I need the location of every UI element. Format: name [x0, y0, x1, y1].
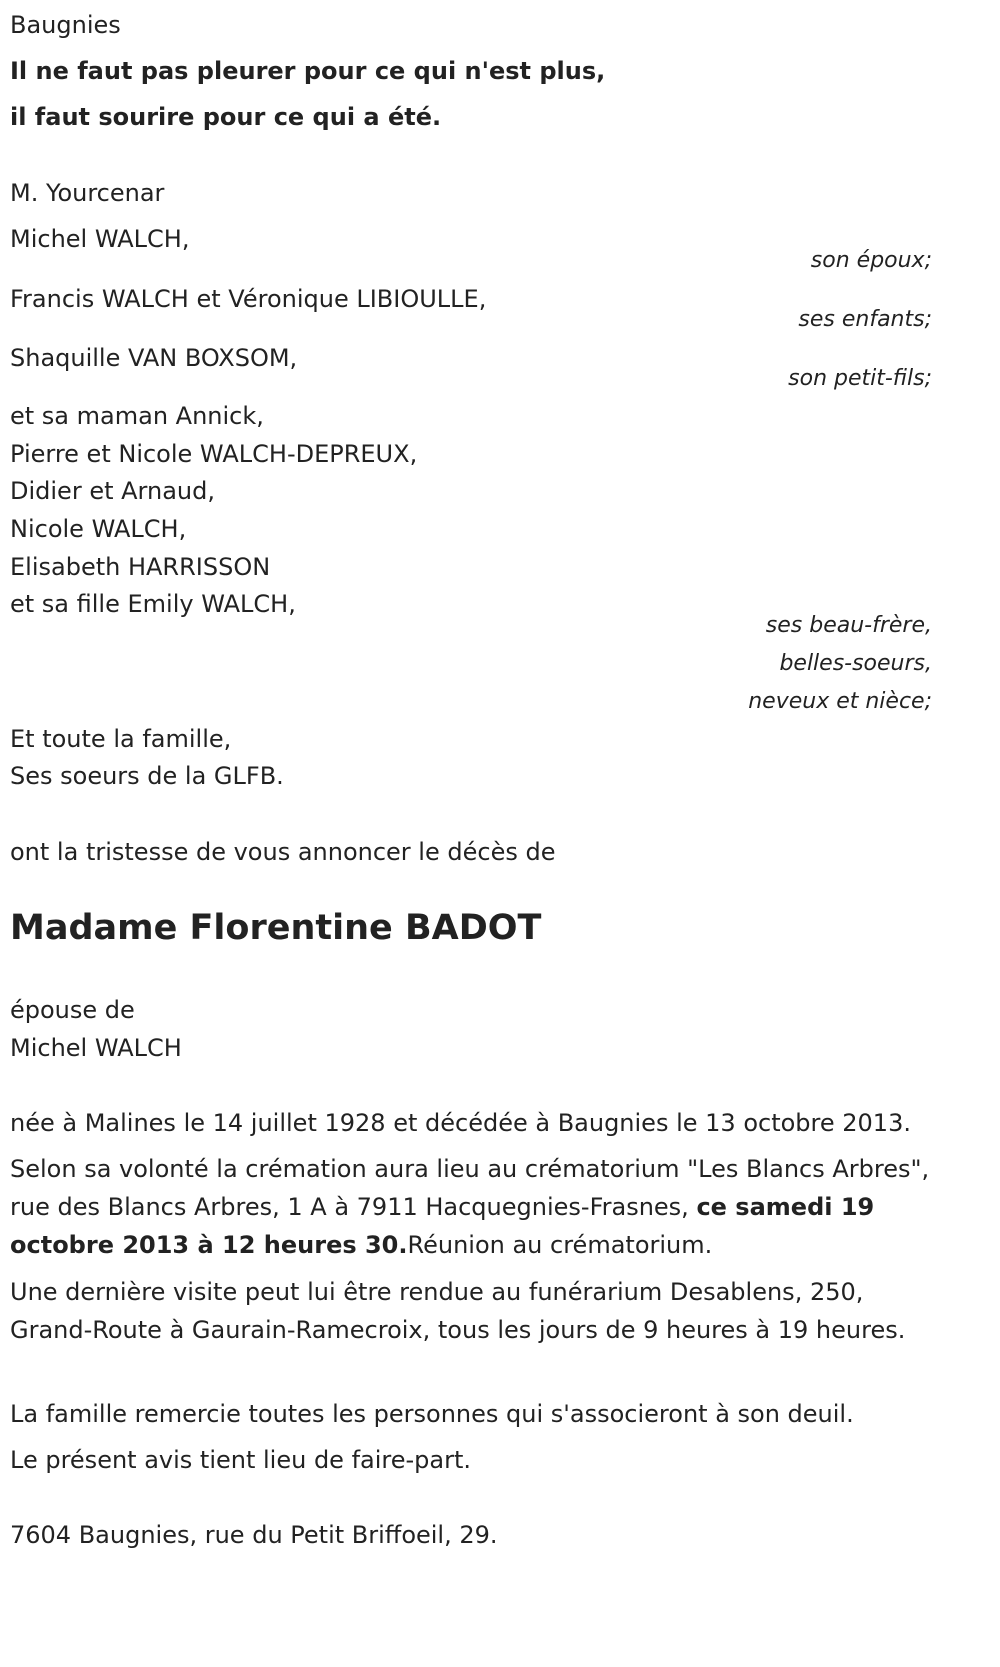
deceased-name: Madame Florentine BADOT: [10, 908, 542, 948]
cremation-text: Selon sa volonté la crémation aura lieu au crématorium "Les Blancs Arbres", rue des Blancs Arbres, 1 A à 7911 Hacquegnies-Frasnes,: [10, 1155, 930, 1221]
announcement-intro: ont la tristesse de vous annoncer le décès de: [10, 838, 556, 866]
notice-text: Le présent avis tient lieu de faire-part.: [10, 1446, 472, 1474]
relatives-role: ses beau-frère,: [765, 613, 932, 638]
relatives-role: belles-soeurs,: [779, 651, 932, 676]
relative-line: Didier et Arnaud,: [10, 477, 215, 505]
relative-line: et sa maman Annick,: [10, 402, 264, 430]
thanks-text: La famille remercie toutes les personnes qui s'associeront à son deuil.: [10, 1400, 854, 1428]
header-place: Baugnies: [10, 11, 121, 39]
quote-author: M. Yourcenar: [10, 179, 165, 207]
relative-line: et sa fille Emily WALCH,: [10, 590, 296, 618]
relative-line: Pierre et Nicole WALCH-DEPREUX,: [10, 440, 418, 468]
quote-line-1: Il ne faut pas pleurer pour ce qui n'est plus,: [10, 57, 606, 85]
children-names: Francis WALCH et Véronique LIBIOULLE,: [10, 285, 487, 313]
visit-paragraph: Une dernière visite peut lui être rendue au funérarium Desablens, 250, Grand-Route à Gaurain-Ramecroix, tous les jours de 9 heures à 19 heures.: [10, 1278, 906, 1344]
spouse-name: Michel WALCH,: [10, 225, 190, 253]
relatives-role: neveux et nièce;: [748, 689, 932, 714]
other-family-line: Ses soeurs de la GLFB.: [10, 762, 284, 790]
address-text: 7604 Baugnies, rue du Petit Briffoeil, 29.: [10, 1521, 498, 1549]
other-family-line: Et toute la famille,: [10, 725, 232, 753]
relative-line: Nicole WALCH,: [10, 515, 187, 543]
grandson-name: Shaquille VAN BOXSOM,: [10, 344, 298, 372]
children-role: ses enfants;: [798, 307, 932, 332]
spouse-of-name: Michel WALCH: [10, 1034, 182, 1062]
spouse-of-label: épouse de: [10, 996, 135, 1024]
birth-death-text: née à Malines le 14 juillet 1928 et décédée à Baugnies le 13 octobre 2013.: [10, 1109, 911, 1137]
relative-line: Elisabeth HARRISSON: [10, 553, 271, 581]
cremation-paragraph: [10, 1150, 932, 1264]
meeting-text: Réunion au crématorium.: [407, 1231, 713, 1259]
spouse-role: son époux;: [810, 248, 932, 273]
cremation-date: ce samedi 19 octobre 2013 à 12 heures 30.: [10, 1193, 875, 1259]
quote-line-2: il faut sourire pour ce qui a été.: [10, 103, 442, 131]
grandson-role: son petit-fils;: [788, 366, 932, 391]
